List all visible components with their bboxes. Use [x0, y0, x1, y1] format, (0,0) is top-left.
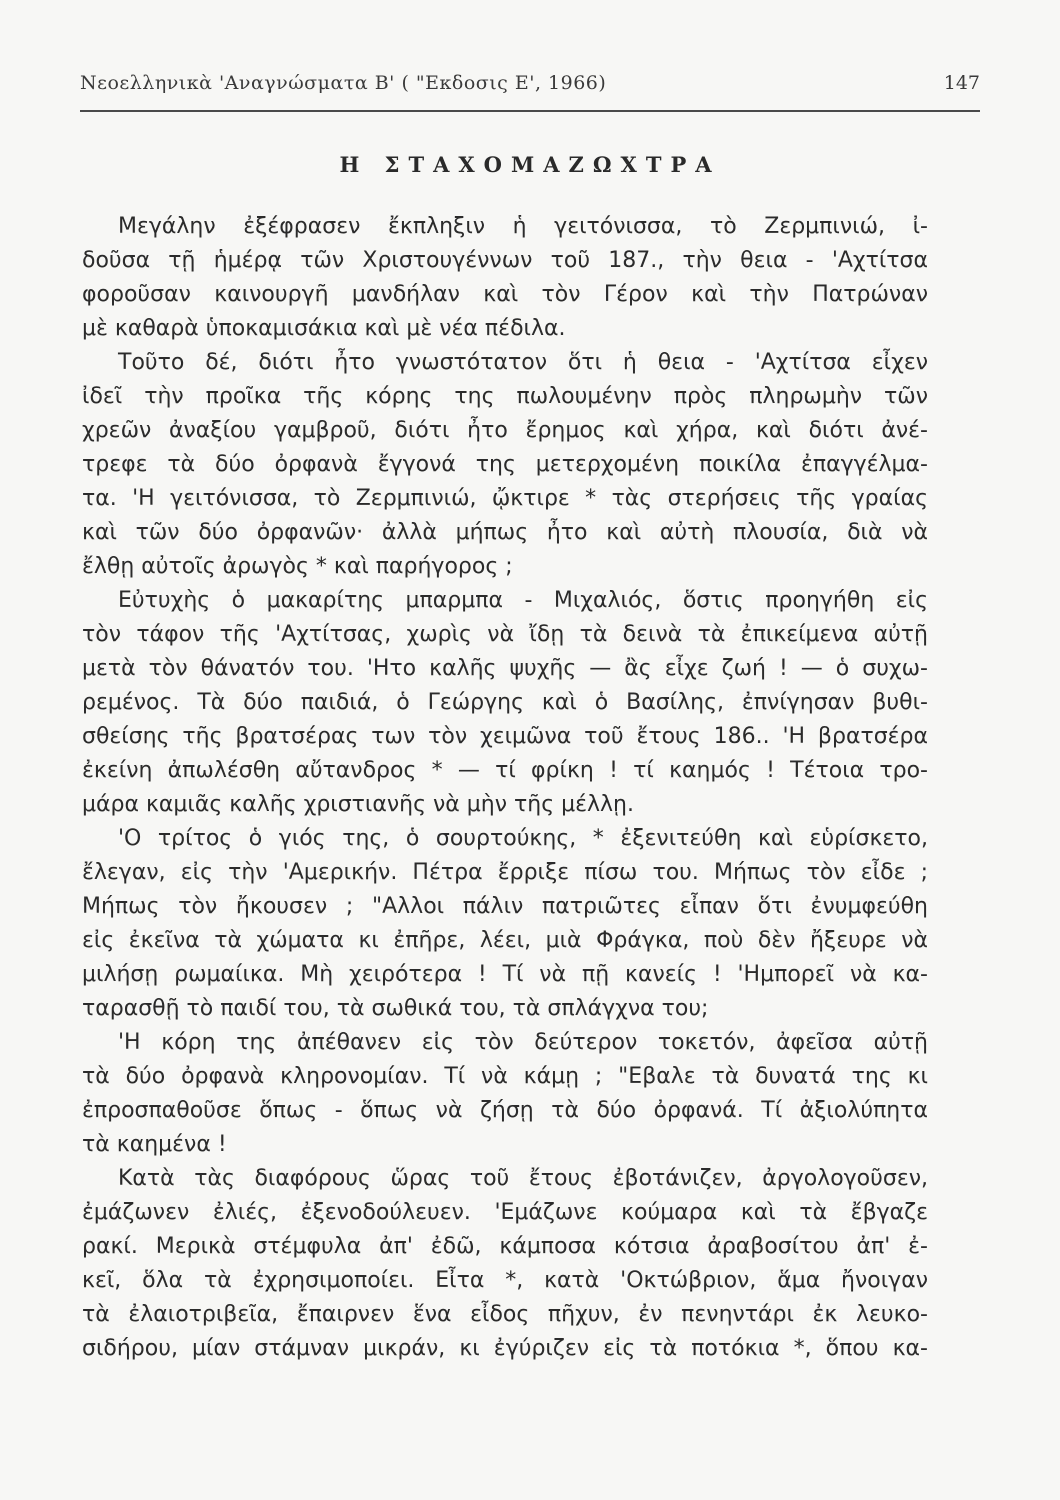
text-line: κεῖ, ὅλα τὰ ἐχρησιμοποίει. Εἶτα *, κατὰ 'Οκτώβριον, ἅμα ἤνοιγαν	[82, 1268, 928, 1293]
paragraph-4	[82, 822, 928, 1026]
text-line: 'Η κόρη της ἀπέθανεν εἰς τὸν δεύτερον τοκετόν, ἀφεῖσα αὐτῇ	[118, 1030, 928, 1055]
text-line: τρεφε τὰ δύο ὀρφανὰ ἔγγονά της μετερχομένη ποικίλα ἐπαγγέλμα-	[82, 452, 928, 477]
header-rule	[80, 110, 980, 112]
text-line: εἰς ἐκεῖνα τὰ χώματα κι ἐπῆρε, λέει, μιὰ Φράγκα, ποὺ δὲν ἤξευρε νὰ	[82, 928, 928, 953]
text-line: μάρα καμιᾶς καλῆς χριστιανῆς νὰ μὴν τῆς μέλλῃ.	[82, 792, 634, 817]
running-head: Νεοελληνικὰ 'Αναγνώσματα Β' ( "Εκδοσις Ε', 1966)	[80, 72, 607, 94]
text-line: μιλήσῃ ρωμαίικα. Μὴ χειρότερα ! Τί νὰ πῇ κανείς ! 'Ημπορεῖ νὰ κα-	[82, 962, 928, 987]
text-line: τα. 'Η γειτόνισσα, τὸ Ζερμπινιώ, ᾤκτιρε * τὰς στερήσεις τῆς γραίας	[82, 486, 928, 511]
paragraph-5	[82, 1026, 928, 1162]
text-line: ἐπροσπαθοῦσε ὅπως - ὅπως νὰ ζήσῃ τὰ δύο ὀρφανά. Τί ἀξιολύπητα	[82, 1098, 928, 1123]
text-line: Εὐτυχὴς ὁ μακαρίτης μπαρμπα - Μιχαλιός, ὅστις προηγήθη εἰς	[118, 588, 928, 613]
paragraph-2	[82, 346, 928, 584]
text-line: ἐκείνη ἀπωλέσθη αὔτανδρος * — τί φρίκη ! τί καημός ! Τέτοια τρο-	[82, 758, 928, 783]
paragraph-6	[82, 1162, 928, 1366]
text-line: δοῦσα τῇ ἡμέρᾳ τῶν Χριστουγέννων τοῦ 187., τὴν θεια - 'Αχτίτσα	[82, 248, 928, 273]
text-line: Κατὰ τὰς διαφόρους ὥρας τοῦ ἔτους ἐβοτάνιζεν, ἀργολογοῦσεν,	[118, 1166, 928, 1191]
text-line: χρεῶν ἀναξίου γαμβροῦ, διότι ἦτο ἔρημος καὶ χήρα, καὶ διότι ἀνέ-	[82, 418, 928, 443]
page-header	[80, 72, 980, 112]
text-line: Μήπως τὸν ἤκουσεν ; "Αλλοι πάλιν πατριῶτες εἶπαν ὅτι ἐνυμφεύθη	[82, 894, 928, 919]
text-line: ἐμάζωνεν ἐλιές, ἐξενοδούλευεν. 'Εμάζωνε κούμαρα καὶ τὰ ἔβγαζε	[82, 1200, 928, 1225]
text-line: σθείσης τῆς βρατσέρας των τὸν χειμῶνα τοῦ ἔτους 186.. 'Η βρατσέρα	[82, 724, 928, 749]
text-line: μετὰ τὸν θάνατόν του. 'Ητο καλῆς ψυχῆς — ἂς εἶχε ζωή ! — ὁ συχω-	[82, 656, 928, 681]
text-line: μὲ καθαρὰ ὑποκαμισάκια καὶ μὲ νέα πέδιλα.	[82, 316, 566, 341]
text-line: καὶ τῶν δύο ὀρφανῶν· ἀλλὰ μήπως ἦτο καὶ αὐτὴ πλουσία, διὰ νὰ	[82, 520, 928, 545]
text-line: Μεγάλην ἐξέφρασεν ἔκπληξιν ἡ γειτόνισσα, τὸ Ζερμπινιώ, ἰ-	[118, 214, 928, 239]
text-line: ρεμένος. Τὰ δύο παιδιά, ὁ Γεώργης καὶ ὁ Βασίλης, ἐπνίγησαν βυθι-	[82, 690, 928, 715]
text-line: 'Ο τρίτος ὁ γιός της, ὁ σουρτούκης, * ἐξενιτεύθη καὶ εὑρίσκετο,	[118, 826, 928, 851]
text-line: ἔλθῃ αὐτοῖς ἀρωγὸς * καὶ παρήγορος ;	[82, 554, 513, 579]
text-line: ἔλεγαν, εἰς τὴν 'Αμερικήν. Πέτρα ἔρριξε πίσω του. Μήπως τὸν εἶδε ;	[82, 860, 928, 885]
text-line: ταρασθῇ τὸ παιδί του, τὰ σωθικά του, τὰ σπλάγχνα του;	[82, 996, 709, 1021]
text-line: τὰ δύο ὀρφανὰ κληρονομίαν. Τί νὰ κάμῃ ; "Εβαλε τὰ δυνατά της κι	[82, 1064, 928, 1089]
text-line: ἰδεῖ τὴν προῖκα τῆς κόρης της πωλουμένην πρὸς πληρωμὴν τῶν	[82, 384, 928, 409]
text-line: Τοῦτο δέ, διότι ἦτο γνωστότατον ὅτι ἡ θεια - 'Αχτίτσα εἶχεν	[118, 350, 928, 375]
text-line: σιδήρου, μίαν στάμναν μικράν, κι ἐγύριζεν εἰς τὰ ποτόκια *, ὅπου κα-	[82, 1336, 928, 1361]
text-line: τὰ ἐλαιοτριβεῖα, ἔπαιρνεν ἕνα εἶδος πῆχυν, ἐν πενηντάρι ἐκ λευκο-	[82, 1302, 928, 1327]
paragraph-3	[82, 584, 928, 822]
story-body	[82, 210, 928, 1366]
page-number: 147	[943, 72, 980, 94]
text-line: τὸν τάφον τῆς 'Αχτίτσας, χωρὶς νὰ ἴδῃ τὰ δεινὰ τὰ ἐπικείμενα αὐτῇ	[82, 622, 928, 647]
text-line: ρακί. Μερικὰ στέμφυλα ἀπ' ἐδῶ, κάμποσα κότσια ἀραβοσίτου ἀπ' ἐ-	[82, 1234, 928, 1259]
text-line: τὰ καημένα !	[82, 1132, 227, 1157]
paragraph-1	[82, 210, 928, 346]
story-title: Η ΣΤΑΧΟΜΑΖΩΧΤΡΑ	[339, 152, 721, 177]
text-line: φοροῦσαν καινουργῆ μανδήλαν καὶ τὸν Γέρον καὶ τὴν Πατρώναν	[82, 282, 928, 307]
